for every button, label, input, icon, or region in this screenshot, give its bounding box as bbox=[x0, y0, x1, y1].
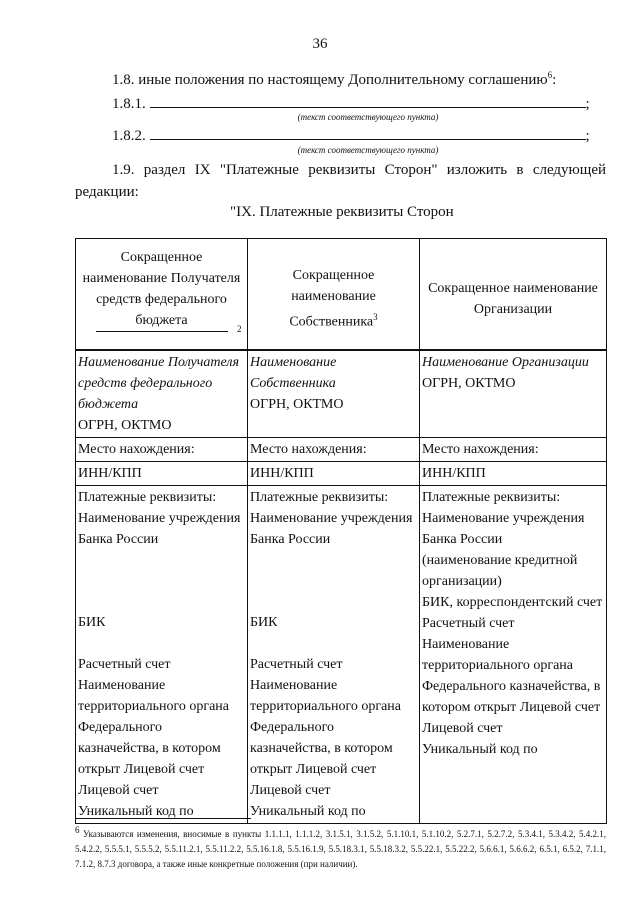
cell-name-organization-ogrn: ОГРН, ОКТМО bbox=[422, 375, 516, 391]
footnote-ref-2: 2 bbox=[237, 324, 242, 334]
pay-owner-bank: Наименование учреждения Банка России bbox=[250, 510, 413, 547]
pay-recipient-heading: Платежные реквизиты: bbox=[78, 489, 217, 505]
table-row-inn bbox=[76, 461, 607, 485]
pay-owner-code: Уникальный код по bbox=[250, 803, 366, 819]
item-1-8-1-semicolon: ; bbox=[585, 96, 590, 112]
pay-organization-code: Уникальный код по bbox=[422, 741, 538, 757]
cell-location-recipient: Место нахождения: bbox=[76, 437, 248, 461]
item-1-8-text: 1.8. иные положения по настоящему Дополнительному соглашению bbox=[112, 72, 548, 88]
pay-organization-account: Расчетный счет bbox=[422, 615, 515, 631]
header-organization-text: Сокращенное наименование Организации bbox=[428, 281, 598, 318]
item-1-8-colon: : bbox=[552, 72, 557, 88]
item-1-8-1-hint: (текст соответствующего пункта) bbox=[297, 112, 439, 122]
pay-recipient-account: Расчетный счет bbox=[78, 656, 171, 672]
pay-recipient-ls: Лицевой счет bbox=[78, 782, 159, 798]
pay-organization-credit-org: (наименование кредитной организации) bbox=[422, 552, 578, 589]
cell-pay-recipient bbox=[76, 485, 248, 823]
cell-inn-owner: ИНН/КПП bbox=[248, 461, 420, 485]
header-recipient-text: Сокращенное наименование Получателя средств федерального бюджета bbox=[82, 250, 241, 328]
cell-name-organization-italic: Наименование Организации bbox=[422, 354, 589, 370]
payment-details-table bbox=[75, 238, 607, 824]
pay-owner-bik: БИК bbox=[250, 614, 278, 630]
footnote-6-text: Указываются изменения, вносимые в пункты 1.1.1.1, 1.1.1.2, 3.1.5.1, 3.1.5.2, 5.1.10.1, 5.1.10.2, 5.2.7.1, 5.2.7.2, 5.3.4.1, 5.3.4.2, 5.4.2.1, 5.4.2.2, 5.5.5.1, 5.5.5.2, 5.5.11.2.1, 5.5.11.2.2, 5.5.16.1.8, 5.5.16.1.9, 5.5.18.3.1, 5.5.18.3.2, 5.5.22.1, 5.5.22.2, 5.6.6.1, 5.6.6.2, 6.5.1, 6.5.2, 7.1.1, 7.1.2, 8.7.3 договора, а также иные конкретные положения (при наличии). bbox=[75, 829, 606, 869]
item-1-8-2-hint: (текст соответствующего пункта) bbox=[297, 145, 439, 155]
page-number: 36 bbox=[312, 36, 328, 52]
item-1-8-1 bbox=[112, 96, 590, 113]
cell-name-recipient bbox=[76, 350, 248, 438]
footnote-ref-3: 3 bbox=[373, 312, 378, 323]
table-row-payment bbox=[76, 485, 607, 823]
header-organization bbox=[420, 239, 607, 350]
cell-inn-recipient: ИНН/КПП bbox=[76, 461, 248, 485]
pay-owner-ls: Лицевой счет bbox=[250, 782, 331, 798]
cell-pay-organization bbox=[420, 485, 607, 823]
cell-inn-organization: ИНН/КПП bbox=[420, 461, 607, 485]
item-1-9-line1: 1.9. раздел IX "Платежные реквизиты Сторон" изложить в следующей bbox=[112, 162, 606, 178]
cell-name-owner bbox=[248, 350, 420, 438]
cell-name-organization bbox=[420, 350, 607, 438]
item-1-8 bbox=[112, 70, 556, 89]
footnote-ref-6: 6 bbox=[547, 70, 553, 80]
pay-organization-ls: Лицевой счет bbox=[422, 720, 503, 736]
item-1-8-1-blank bbox=[150, 107, 586, 108]
pay-recipient-bik: БИК bbox=[78, 614, 106, 630]
cell-location-organization: Место нахождения: bbox=[420, 437, 607, 461]
cell-name-recipient-italic: Наименование Получателя средств федерального бюджета bbox=[78, 354, 240, 412]
header-owner-text: Сокращенное наименование Собственника bbox=[289, 268, 376, 331]
table-row-name bbox=[76, 350, 607, 438]
footnote-6-mark: 6 bbox=[75, 825, 80, 835]
item-1-8-2-semicolon: ; bbox=[585, 128, 590, 144]
pay-owner-heading: Платежные реквизиты: bbox=[250, 489, 389, 505]
item-1-8-2 bbox=[112, 128, 590, 145]
pay-organization-bik: БИК, корреспондентский счет bbox=[422, 594, 603, 610]
pay-recipient-bank: Наименование учреждения Банка России bbox=[78, 510, 241, 547]
table-row-location bbox=[76, 437, 607, 461]
cell-name-recipient-ogrn: ОГРН, ОКТМО bbox=[78, 417, 172, 433]
header-recipient bbox=[76, 239, 248, 350]
header-owner bbox=[248, 239, 420, 350]
table-header-row bbox=[76, 239, 607, 350]
item-1-9-line2: редакции: bbox=[75, 184, 139, 200]
pay-organization-bank: Наименование учреждения Банка России bbox=[422, 510, 585, 547]
header-recipient-rule bbox=[96, 324, 242, 334]
footnote-separator bbox=[75, 818, 251, 819]
cell-name-owner-italic: Наименование Собственника bbox=[250, 354, 337, 391]
section-title: "IX. Платежные реквизиты Сторон bbox=[230, 204, 454, 220]
footnote-6 bbox=[75, 823, 606, 872]
pay-organization-treasury: Наименование территориального органа Федерального казначейства, в котором открыт Лицевой счет bbox=[422, 636, 601, 715]
pay-owner-treasury: Наименование территориального органа Федерального казначейства, в котором открыт Лицевой счет bbox=[250, 677, 402, 777]
cell-name-owner-ogrn: ОГРН, ОКТМО bbox=[250, 396, 344, 412]
pay-organization-heading: Платежные реквизиты: bbox=[422, 489, 561, 505]
pay-recipient-treasury: Наименование территориального органа Федерального казначейства, в котором открыт Лицевой счет bbox=[78, 677, 230, 777]
item-1-8-2-label: 1.8.2. bbox=[112, 128, 146, 144]
item-1-8-2-blank bbox=[150, 139, 586, 140]
pay-owner-account: Расчетный счет bbox=[250, 656, 343, 672]
cell-location-owner: Место нахождения: bbox=[248, 437, 420, 461]
item-1-8-1-label: 1.8.1. bbox=[112, 96, 146, 112]
cell-pay-owner bbox=[248, 485, 420, 823]
pay-recipient-code: Уникальный код по bbox=[78, 803, 194, 819]
